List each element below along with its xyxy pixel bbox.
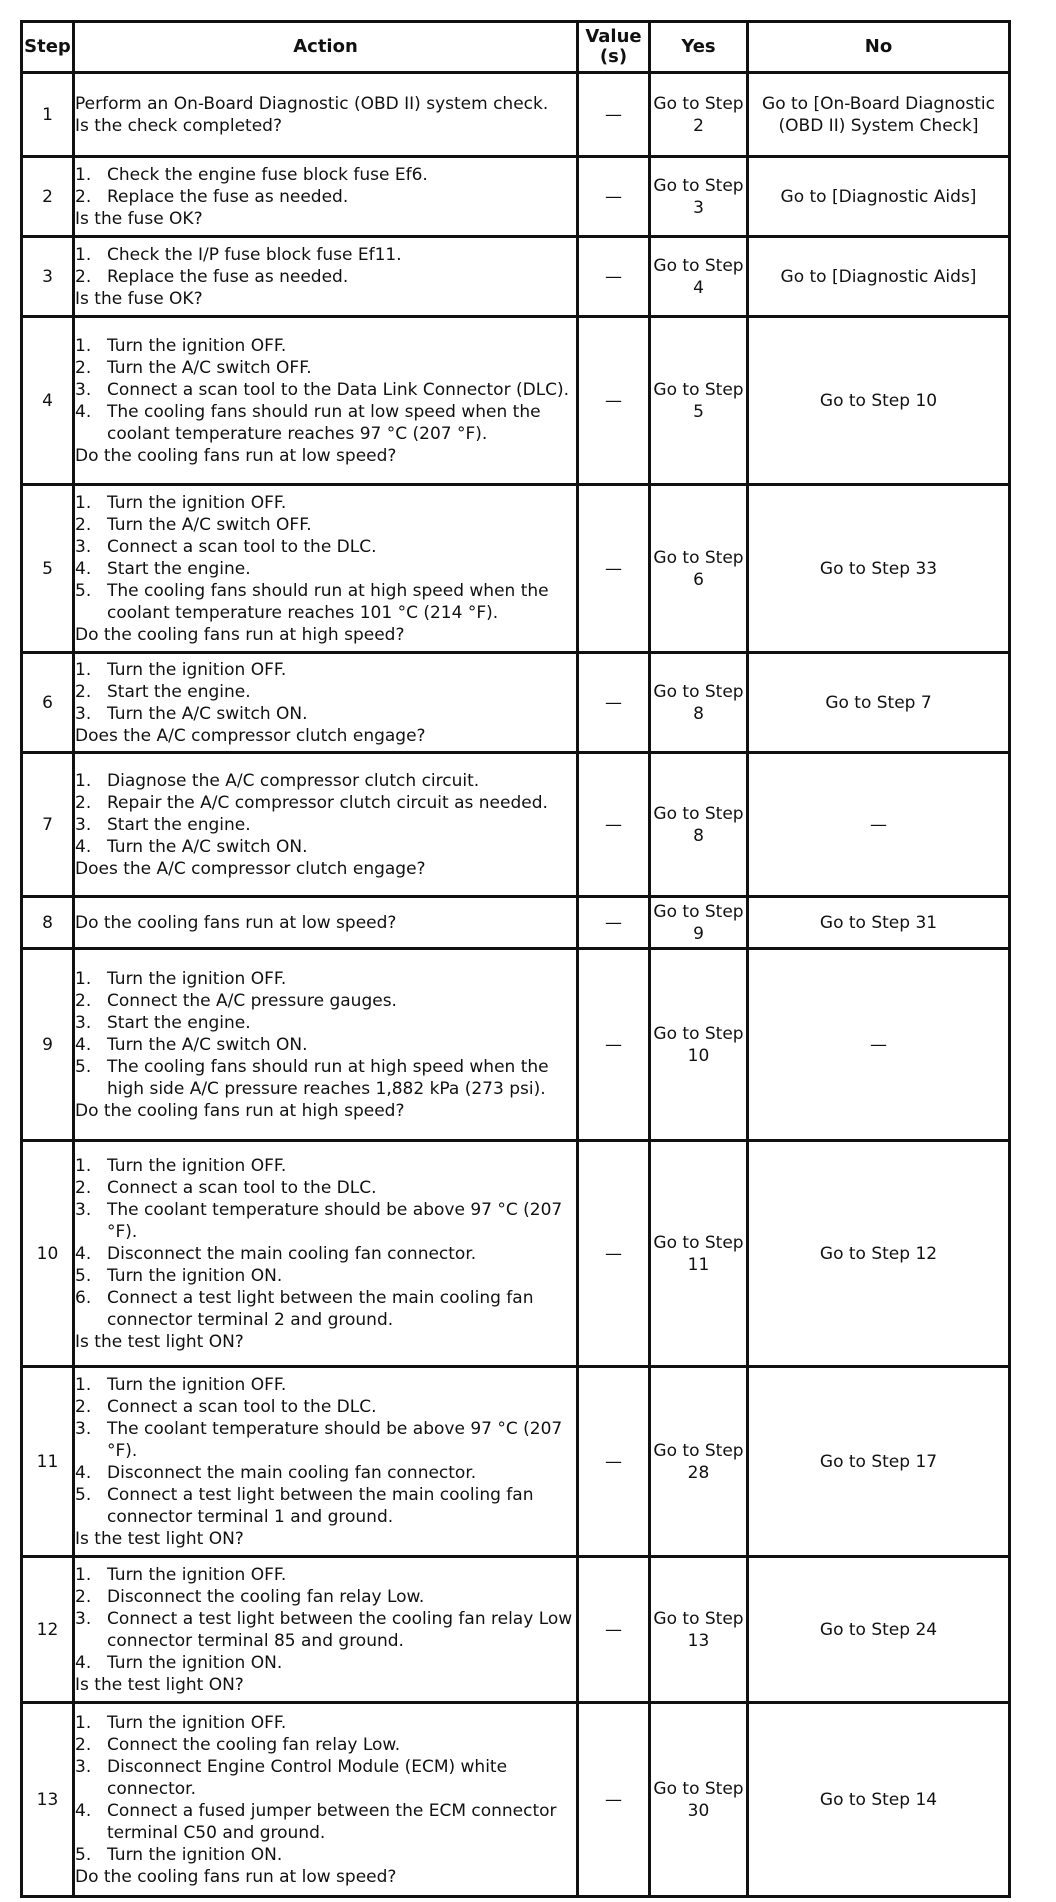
action-step — [75, 266, 576, 288]
action-step-number: 3. — [75, 1418, 92, 1439]
action-step-text: Turn the ignition OFF. — [107, 335, 287, 356]
value-cell: — — [578, 949, 650, 1141]
action-step-text: The coolant temperature should be above 97 °C (207 °F). — [107, 1418, 563, 1461]
yes-cell: Go to Step 10 — [650, 949, 748, 1141]
action-step-number: 2. — [75, 357, 92, 378]
step-number: 4 — [22, 317, 74, 485]
yes-cell: Go to Step 5 — [650, 317, 748, 485]
action-intro: Perform an On-Board Diagnostic (OBD II) system check. — [75, 93, 549, 114]
action-step-number: 2. — [75, 1734, 92, 1755]
table-row — [22, 653, 1010, 753]
action-step — [75, 1396, 576, 1418]
action-step-text: Turn the ignition OFF. — [107, 1155, 287, 1176]
step-number: 13 — [22, 1703, 74, 1897]
action-step-number: 2. — [75, 266, 92, 287]
step-number: 6 — [22, 653, 74, 753]
action-step — [75, 164, 576, 186]
action-step-number: 5. — [75, 1844, 92, 1865]
table-row — [22, 1557, 1010, 1703]
action-step-text: Turn the ignition OFF. — [107, 1712, 287, 1733]
action-step-number: 3. — [75, 814, 92, 835]
action-step-number: 4. — [75, 558, 92, 579]
action-step — [75, 357, 576, 379]
action-step — [75, 968, 576, 990]
yes-cell: Go to Step 28 — [650, 1367, 748, 1557]
table-row — [22, 157, 1010, 237]
action-step-number: 1. — [75, 492, 92, 513]
action-step — [75, 186, 576, 208]
action-step-text: Start the engine. — [107, 1012, 251, 1033]
value-cell: — — [578, 485, 650, 653]
yes-cell: Go to Step 8 — [650, 753, 748, 897]
action-step-text: Connect the A/C pressure gauges. — [107, 990, 397, 1011]
header-value: Value (s) — [578, 22, 650, 73]
action-step-text: Disconnect the main cooling fan connector. — [107, 1462, 477, 1483]
action-step-text: The cooling fans should run at high speed when the high side A/C pressure reaches 1,882 kPa (273 psi). — [107, 1056, 549, 1099]
action-question: Does the A/C compressor clutch engage? — [75, 858, 426, 879]
table-row — [22, 897, 1010, 949]
action-step-number: 2. — [75, 186, 92, 207]
value-cell: — — [578, 317, 650, 485]
action-step-text: Disconnect Engine Control Module (ECM) white connector. — [107, 1756, 508, 1799]
action-question: Is the fuse OK? — [75, 288, 203, 309]
action-step-number: 1. — [75, 770, 92, 791]
action-step-number: 1. — [75, 244, 92, 265]
action-step — [75, 514, 576, 536]
value-cell: — — [578, 1557, 650, 1703]
action-step — [75, 792, 576, 814]
action-step-number: 1. — [75, 1155, 92, 1176]
action-step-text: Connect a scan tool to the Data Link Connector (DLC). — [107, 379, 570, 400]
action-step — [75, 1265, 576, 1287]
action-step-number: 3. — [75, 703, 92, 724]
action-step-number: 1. — [75, 968, 92, 989]
value-cell: — — [578, 157, 650, 237]
action-step — [75, 990, 576, 1012]
action-question: Do the cooling fans run at high speed? — [75, 624, 405, 645]
action-step-text: Turn the ignition ON. — [107, 1265, 283, 1286]
action-step — [75, 1608, 576, 1652]
action-step — [75, 1374, 576, 1396]
action-question: Do the cooling fans run at low speed? — [75, 445, 397, 466]
action-step — [75, 580, 576, 624]
action-step-number: 3. — [75, 1012, 92, 1033]
no-cell: Go to Step 7 — [748, 653, 1010, 753]
header-yes: Yes — [650, 22, 748, 73]
action-step-text: Turn the ignition ON. — [107, 1844, 283, 1865]
action-step — [75, 1418, 576, 1462]
step-number: 9 — [22, 949, 74, 1141]
action-question: Is the test light ON? — [75, 1331, 244, 1352]
action-question: Do the cooling fans run at high speed? — [75, 1100, 405, 1121]
action-step — [75, 492, 576, 514]
step-number: 3 — [22, 237, 74, 317]
action-cell — [74, 897, 578, 949]
action-step — [75, 1800, 576, 1844]
action-step-text: Turn the ignition OFF. — [107, 1564, 287, 1585]
action-step-text: Check the engine fuse block fuse Ef6. — [107, 164, 428, 185]
action-step-number: 1. — [75, 1374, 92, 1395]
value-cell: — — [578, 237, 650, 317]
value-cell: — — [578, 1367, 650, 1557]
step-number: 10 — [22, 1141, 74, 1367]
action-step-number: 4. — [75, 836, 92, 857]
value-cell: — — [578, 1703, 650, 1897]
action-step-text: Connect a scan tool to the DLC. — [107, 536, 377, 557]
action-question: Is the test light ON? — [75, 1528, 244, 1549]
table-row — [22, 1141, 1010, 1367]
action-step — [75, 681, 576, 703]
action-step-text: Disconnect the main cooling fan connector. — [107, 1243, 477, 1264]
action-step — [75, 1287, 576, 1331]
value-cell: — — [578, 897, 650, 949]
action-step-text: Connect a scan tool to the DLC. — [107, 1396, 377, 1417]
action-step-text: Connect the cooling fan relay Low. — [107, 1734, 401, 1755]
no-cell: Go to Step 12 — [748, 1141, 1010, 1367]
action-step-text: Connect a test light between the main cooling fan connector terminal 2 and ground. — [107, 1287, 534, 1330]
step-number: 8 — [22, 897, 74, 949]
action-step-text: Turn the A/C switch ON. — [107, 836, 308, 857]
action-step-number: 1. — [75, 659, 92, 680]
action-cell — [74, 1367, 578, 1557]
header-step: Step — [22, 22, 74, 73]
yes-cell: Go to Step 2 — [650, 73, 748, 157]
action-step-number: 2. — [75, 1586, 92, 1607]
yes-cell: Go to Step 4 — [650, 237, 748, 317]
no-cell: Go to Step 10 — [748, 317, 1010, 485]
table-row — [22, 1703, 1010, 1897]
header-no: No — [748, 22, 1010, 73]
action-step-number: 4. — [75, 401, 92, 422]
action-step-text: The cooling fans should run at low speed when the coolant temperature reaches 97 °C (207 °F). — [107, 401, 541, 444]
action-step-number: 5. — [75, 1484, 92, 1505]
action-step — [75, 1177, 576, 1199]
action-cell — [74, 485, 578, 653]
action-step — [75, 1484, 576, 1528]
action-intro: Do the cooling fans run at low speed? — [75, 912, 397, 933]
action-step-text: Turn the A/C switch OFF. — [107, 357, 312, 378]
action-step-text: Start the engine. — [107, 558, 251, 579]
action-step — [75, 1012, 576, 1034]
action-step-number: 5. — [75, 1056, 92, 1077]
action-step — [75, 1199, 576, 1243]
action-step — [75, 1712, 576, 1734]
action-step — [75, 1462, 576, 1484]
action-step-text: Connect a test light between the cooling fan relay Low connector terminal 85 and ground. — [107, 1608, 573, 1651]
action-step — [75, 836, 576, 858]
action-step-number: 4. — [75, 1243, 92, 1264]
action-step-number: 1. — [75, 1564, 92, 1585]
header-action: Action — [74, 22, 578, 73]
action-step-number: 2. — [75, 1177, 92, 1198]
no-cell: Go to [Diagnostic Aids] — [748, 237, 1010, 317]
action-step-number: 3. — [75, 379, 92, 400]
no-cell: Go to Step 31 — [748, 897, 1010, 949]
action-step-number: 5. — [75, 1265, 92, 1286]
action-step — [75, 1734, 576, 1756]
action-step-text: Replace the fuse as needed. — [107, 266, 349, 287]
action-step-text: Turn the A/C switch ON. — [107, 1034, 308, 1055]
step-number: 12 — [22, 1557, 74, 1703]
action-cell — [74, 1703, 578, 1897]
action-step-text: The cooling fans should run at high speed when the coolant temperature reaches 101 °C (214 °F). — [107, 580, 549, 623]
table-row — [22, 485, 1010, 653]
action-step-number: 2. — [75, 990, 92, 1011]
action-step — [75, 703, 576, 725]
yes-cell: Go to Step 9 — [650, 897, 748, 949]
action-cell — [74, 1141, 578, 1367]
action-step — [75, 1652, 576, 1674]
value-cell: — — [578, 73, 650, 157]
action-step-number: 3. — [75, 1608, 92, 1629]
action-step-text: Turn the ignition ON. — [107, 1652, 283, 1673]
action-step — [75, 1034, 576, 1056]
no-cell: Go to Step 17 — [748, 1367, 1010, 1557]
action-step-text: Disconnect the cooling fan relay Low. — [107, 1586, 425, 1607]
action-step-text: Turn the ignition OFF. — [107, 492, 287, 513]
action-step-text: Turn the ignition OFF. — [107, 968, 287, 989]
action-step-number: 2. — [75, 792, 92, 813]
action-cell — [74, 317, 578, 485]
action-cell — [74, 753, 578, 897]
table-row — [22, 753, 1010, 897]
table-row — [22, 73, 1010, 157]
action-cell — [74, 949, 578, 1141]
action-question: Is the check completed? — [75, 115, 282, 136]
action-step-number: 4. — [75, 1800, 92, 1821]
action-step — [75, 814, 576, 836]
value-cell: — — [578, 653, 650, 753]
action-step-text: Start the engine. — [107, 681, 251, 702]
action-step — [75, 1586, 576, 1608]
action-question: Do the cooling fans run at low speed? — [75, 1866, 397, 1887]
action-step — [75, 1056, 576, 1100]
action-step-number: 3. — [75, 1756, 92, 1777]
no-cell: Go to Step 14 — [748, 1703, 1010, 1897]
no-cell: — — [748, 949, 1010, 1141]
step-number: 5 — [22, 485, 74, 653]
action-step-text: Turn the A/C switch OFF. — [107, 514, 312, 535]
action-step-number: 3. — [75, 1199, 92, 1220]
table-row — [22, 237, 1010, 317]
table-row — [22, 317, 1010, 485]
action-step-number: 4. — [75, 1034, 92, 1055]
action-step — [75, 1564, 576, 1586]
step-number: 2 — [22, 157, 74, 237]
diagnostic-table — [20, 20, 1011, 1898]
action-step-number: 2. — [75, 1396, 92, 1417]
action-step — [75, 536, 576, 558]
step-number: 1 — [22, 73, 74, 157]
action-step-number: 3. — [75, 536, 92, 557]
action-step — [75, 244, 576, 266]
value-cell: — — [578, 1141, 650, 1367]
action-step — [75, 1844, 576, 1866]
yes-cell: Go to Step 13 — [650, 1557, 748, 1703]
yes-cell: Go to Step 3 — [650, 157, 748, 237]
step-number: 7 — [22, 753, 74, 897]
action-step-text: Connect a test light between the main cooling fan connector terminal 1 and ground. — [107, 1484, 534, 1527]
action-step-text: Connect a fused jumper between the ECM connector terminal C50 and ground. — [107, 1800, 557, 1843]
action-question: Does the A/C compressor clutch engage? — [75, 725, 426, 746]
action-step — [75, 1155, 576, 1177]
action-step-number: 4. — [75, 1462, 92, 1483]
no-cell: Go to Step 24 — [748, 1557, 1010, 1703]
action-question: Is the test light ON? — [75, 1674, 244, 1695]
action-step-text: Turn the A/C switch ON. — [107, 703, 308, 724]
yes-cell: Go to Step 6 — [650, 485, 748, 653]
action-step-number: 6. — [75, 1287, 92, 1308]
header-row — [22, 22, 1010, 73]
action-cell — [74, 237, 578, 317]
action-cell — [74, 1557, 578, 1703]
action-step-text: The coolant temperature should be above 97 °C (207 °F). — [107, 1199, 563, 1242]
action-step — [75, 659, 576, 681]
action-step-text: Turn the ignition OFF. — [107, 659, 287, 680]
value-cell: — — [578, 753, 650, 897]
action-step — [75, 770, 576, 792]
action-step-number: 1. — [75, 335, 92, 356]
action-step — [75, 1756, 576, 1800]
action-step-number: 1. — [75, 164, 92, 185]
action-step-number: 2. — [75, 681, 92, 702]
action-cell — [74, 653, 578, 753]
no-cell: — — [748, 753, 1010, 897]
action-step-number: 1. — [75, 1712, 92, 1733]
action-step — [75, 558, 576, 580]
action-step-text: Start the engine. — [107, 814, 251, 835]
action-cell — [74, 73, 578, 157]
action-step-text: Connect a scan tool to the DLC. — [107, 1177, 377, 1198]
action-question: Is the fuse OK? — [75, 208, 203, 229]
action-step-text: Check the I/P fuse block fuse Ef11. — [107, 244, 402, 265]
yes-cell: Go to Step 8 — [650, 653, 748, 753]
table-row — [22, 949, 1010, 1141]
step-number: 11 — [22, 1367, 74, 1557]
action-step-number: 5. — [75, 580, 92, 601]
action-step-number: 2. — [75, 514, 92, 535]
action-step-text: Replace the fuse as needed. — [107, 186, 349, 207]
no-cell: Go to [On-Board Diagnostic (OBD II) System Check] — [748, 73, 1010, 157]
action-step-number: 4. — [75, 1652, 92, 1673]
action-step — [75, 379, 576, 401]
action-step — [75, 1243, 576, 1265]
no-cell: Go to Step 33 — [748, 485, 1010, 653]
no-cell: Go to [Diagnostic Aids] — [748, 157, 1010, 237]
action-step-text: Repair the A/C compressor clutch circuit as needed. — [107, 792, 548, 813]
action-step — [75, 335, 576, 357]
yes-cell: Go to Step 30 — [650, 1703, 748, 1897]
yes-cell: Go to Step 11 — [650, 1141, 748, 1367]
action-step — [75, 401, 576, 445]
action-step-text: Turn the ignition OFF. — [107, 1374, 287, 1395]
table-row — [22, 1367, 1010, 1557]
action-cell — [74, 157, 578, 237]
action-step-text: Diagnose the A/C compressor clutch circuit. — [107, 770, 480, 791]
